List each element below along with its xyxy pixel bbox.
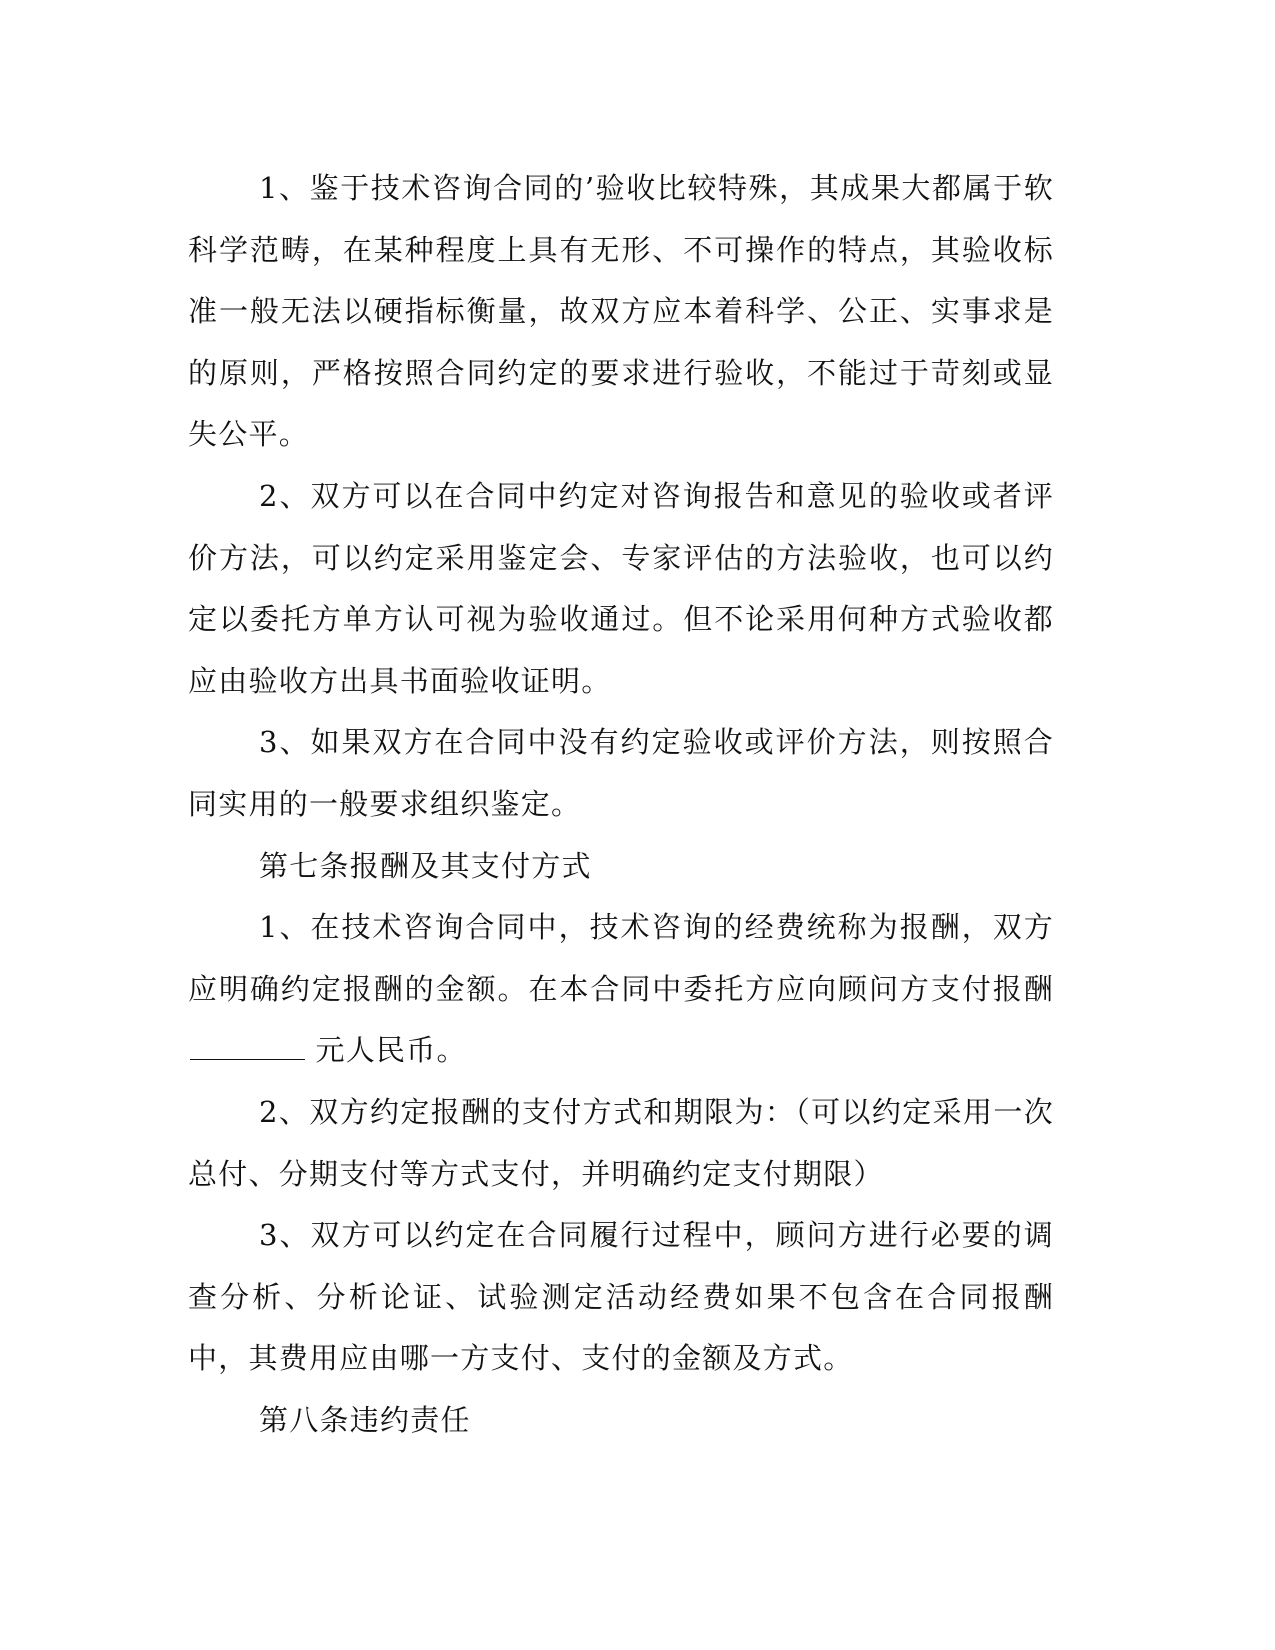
paragraph-acceptance-3: 3、如果双方在合同中没有约定验收或评价方法，则按照合同实用的一般要求组织鉴定。	[188, 725, 1054, 821]
article-8-heading: 第八条违约责任	[259, 1402, 471, 1437]
amount-blank-line	[190, 1035, 305, 1060]
article-7-paragraph-1-currency: 元人民币。	[315, 1033, 467, 1068]
article-7-paragraph-3: 3、双方可以约定在合同履行过程中，顾问方进行必要的调查分析、分析论证、试验测定活动经费如果不包含在合同报酬中，其费用应由哪一方支付、支付的金额及方式。	[188, 1218, 1054, 1376]
article-7-paragraph-2: 2、双方约定报酬的支付方式和期限为：（可以约定采用一次总付、分期支付等方式支付，并明确约定支付期限）	[188, 1094, 1054, 1191]
paragraph-acceptance-2: 2、双方可以在合同中约定对咨询报告和意见的验收或者评价方法，可以约定采用鉴定会、专家评估的方法验收，也可以约定以委托方单方认可视为验收通过。但不论采用何种方式验收都应由验收方出具书面验收证明。	[188, 478, 1054, 698]
paragraph-acceptance-1: 1、鉴于技术咨询合同的’验收比较特殊，其成果大都属于软科学范畴，在某种程度上具有无形、不可操作的特点，其验收标准一般无法以硬指标衡量，故双方应本着科学、公正、实事求是的原则，严格按照合同约定的要求进行验收，不能过于苛刻或显失公平。	[188, 171, 1054, 452]
article-7-heading: 第七条报酬及其支付方式	[259, 848, 592, 883]
document-body	[188, 158, 1054, 1451]
article-7-paragraph-1	[188, 897, 1054, 1082]
article-7-paragraph-1-text: 1、在技术咨询合同中，技术咨询的经费统称为报酬，双方应明确约定报酬的金额。在本合同中委托方应向顾问方支付报酬	[188, 910, 1054, 1006]
